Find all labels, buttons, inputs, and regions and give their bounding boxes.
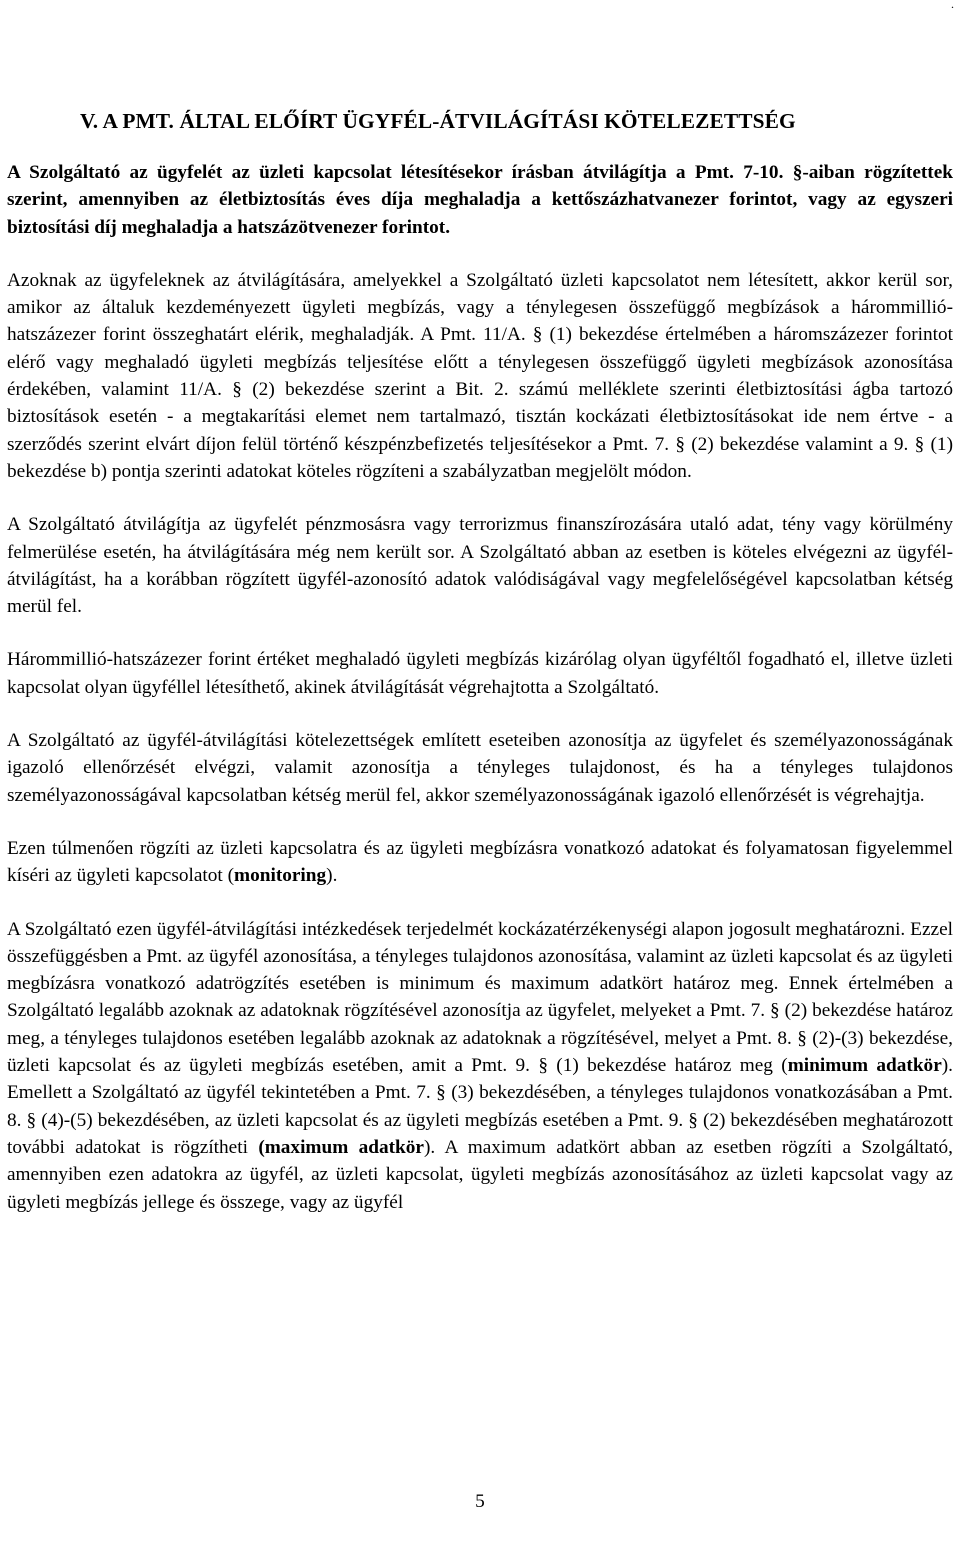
paragraph-1: A Szolgáltató az ügyfelét az üzleti kapcsolat létesítésekor írásban átvilágítja a Pmt. 7-10. §-aiban rögzítettek szerint, amennyiben az életbiztosítás éves díja meghaladja a kettőszázhatvanezer forintot, vagy az egyszeri biztosítási díj meghaladja a hatszázötvenezer forintot. — [7, 162, 953, 238]
maximum-adatkor-term: (maximum adatkör — [258, 1136, 424, 1158]
paragraph-7-text-c: ). A maximum adatkört abban az esetben rögzíti a Szolgáltató, amennyiben ezen adatokra az ügyfél, az üzleti kapcsolat, ügyleti megbízás azonosításához az üzleti kapcsolat vagy az ügyleti megbízás jellege és összege, vagy az ügyfél — [7, 1136, 953, 1213]
paragraph-7 — [7, 916, 953, 1216]
paragraph-7-text-b: ). Emellett a Szolgáltató az ügyfél tekintetében a Pmt. 7. § (3) bekezdésében, a tényleges tulajdonos vonatkozásában a Pmt. 8. § (4)-(5) bekezdésében, az üzleti kapcsolat és az ügyleti megbízás esetében a Pmt. 9. § (2) bekezdésében meghatározott további adatokat is rögzítheti — [7, 1055, 954, 1158]
paragraph-6-text: Ezen túlmenően rögzíti az üzleti kapcsolatra és az ügyleti megbízásra vonatkozó adatokat és folyamatosan figyelemmel kíséri az ügyleti kapcsolatot ( — [7, 837, 953, 887]
paragraph-4: Hárommillió-hatszázezer forint értéket meghaladó ügyleti megbízás kizárólag olyan ügyféltől fogadható el, illetve üzleti kapcsolat olyan ügyféllel létesíthető, akinek átvilágítását végrehajtotta a Szolgáltató. — [7, 649, 953, 698]
paragraph-6-end: ). — [326, 865, 338, 887]
paragraph-2: Azoknak az ügyfeleknek az átvilágítására, amelyekkel a Szolgáltató üzleti kapcsolatot nem létesített, akkor kerül sor, amikor az általuk kezdeményezett ügyleti megbízás, vagy a ténylegesen összefüggő megbízások a hárommillió-hatszázezer forint összeghatárt elérik, meghaladják. A Pmt. 11/A. § (1) bekezdése értelmében a háromszázezer forintot elérő vagy meghaladó ügyleti megbízás teljesítése előtt a ténylegesen összefüggő ügyleti megbízások azonosítása érdekében, valamint 11/A. § (2) bekezdése szerint a Bit. 2. számú melléklete szerinti életbiztosítási ágba tartozó biztosítások esetén - a megtakarítási elemet nem tartalmazó, tisztán kockázati életbiztosításokat ide nem értve - a szerződés szerint elvárt díjon felül történő készpénzbefizetés teljesítésekor a Pmt. 7. § (2) bekezdése valamint a 9. § (1) bekezdése b) pontja szerinti adatokat köteles rögzíteni a szabályzatban megjelölt módon. — [7, 269, 953, 482]
paragraph-6 — [7, 835, 953, 890]
section-heading: V. A PMT. ÁLTAL ELŐÍRT ÜGYFÉL-ÁTVILÁGÍTÁSI KÖTELEZETTSÉG — [80, 109, 796, 133]
minimum-adatkor-term: minimum adatkör — [787, 1055, 942, 1077]
page-number: 5 — [475, 1491, 485, 1512]
paragraph-5: A Szolgáltató az ügyfél-átvilágítási kötelezettségek említett eseteiben azonosítja az ügyfelet és személyazonosságának igazoló ellenőrzését elvégzi, valamit azonosítja a tényleges tulajdonost, és ha a tényleges tulajdonos személyazonosságával kapcsolatban kétség merül fel, akkor személyazonosságának igazoló ellenőrzését is végrehajtja. — [7, 730, 953, 806]
corner-mark: . — [951, 0, 954, 11]
paragraph-7-text-a: A Szolgáltató ezen ügyfél-átvilágítási intézkedések terjedelmét kockázatérzékenységi alapon jogosult meghatározni. Ezzel összefüggésben a Pmt. az ügyfél azonosítása, a tényleges tulajdonos azonosítása, valamint az üzleti kapcsolat és az ügyleti megbízásra vonatkozó adatrögzítés esetében is minimum és maximum adatkört határoz meg. Ennek értelmében a Szolgáltató legalább azoknak az adatoknak rögzítésével azonosítja az ügyfelet, melyeket a Pmt. 7. § (2) bekezdése határoz meg, a tényleges tulajdonos esetében legalább azoknak az adatoknak a rögzítésével, melyet a Pmt. 8. § (2)-(3) bekezdése, üzleti kapcsolat és az ügyleti megbízás esetében, amit a Pmt. 9. § (1) bekezdése határoz meg ( — [7, 918, 953, 1077]
document-page — [7, 106, 953, 1216]
paragraph-3: A Szolgáltató átvilágítja az ügyfelét pénzmosásra vagy terrorizmus finanszírozására utaló adat, tény vagy körülmény felmerülése esetén, ha átvilágítására még nem került sor. A Szolgáltató abban az esetben is köteles elvégezni az ügyfél-átvilágítást, ha a korábban rögzített ügyfél-azonosító adatok valódiságával vagy megfelelőségével kapcsolatban kétség merül fel. — [7, 514, 953, 618]
monitoring-term: monitoring — [234, 865, 327, 887]
